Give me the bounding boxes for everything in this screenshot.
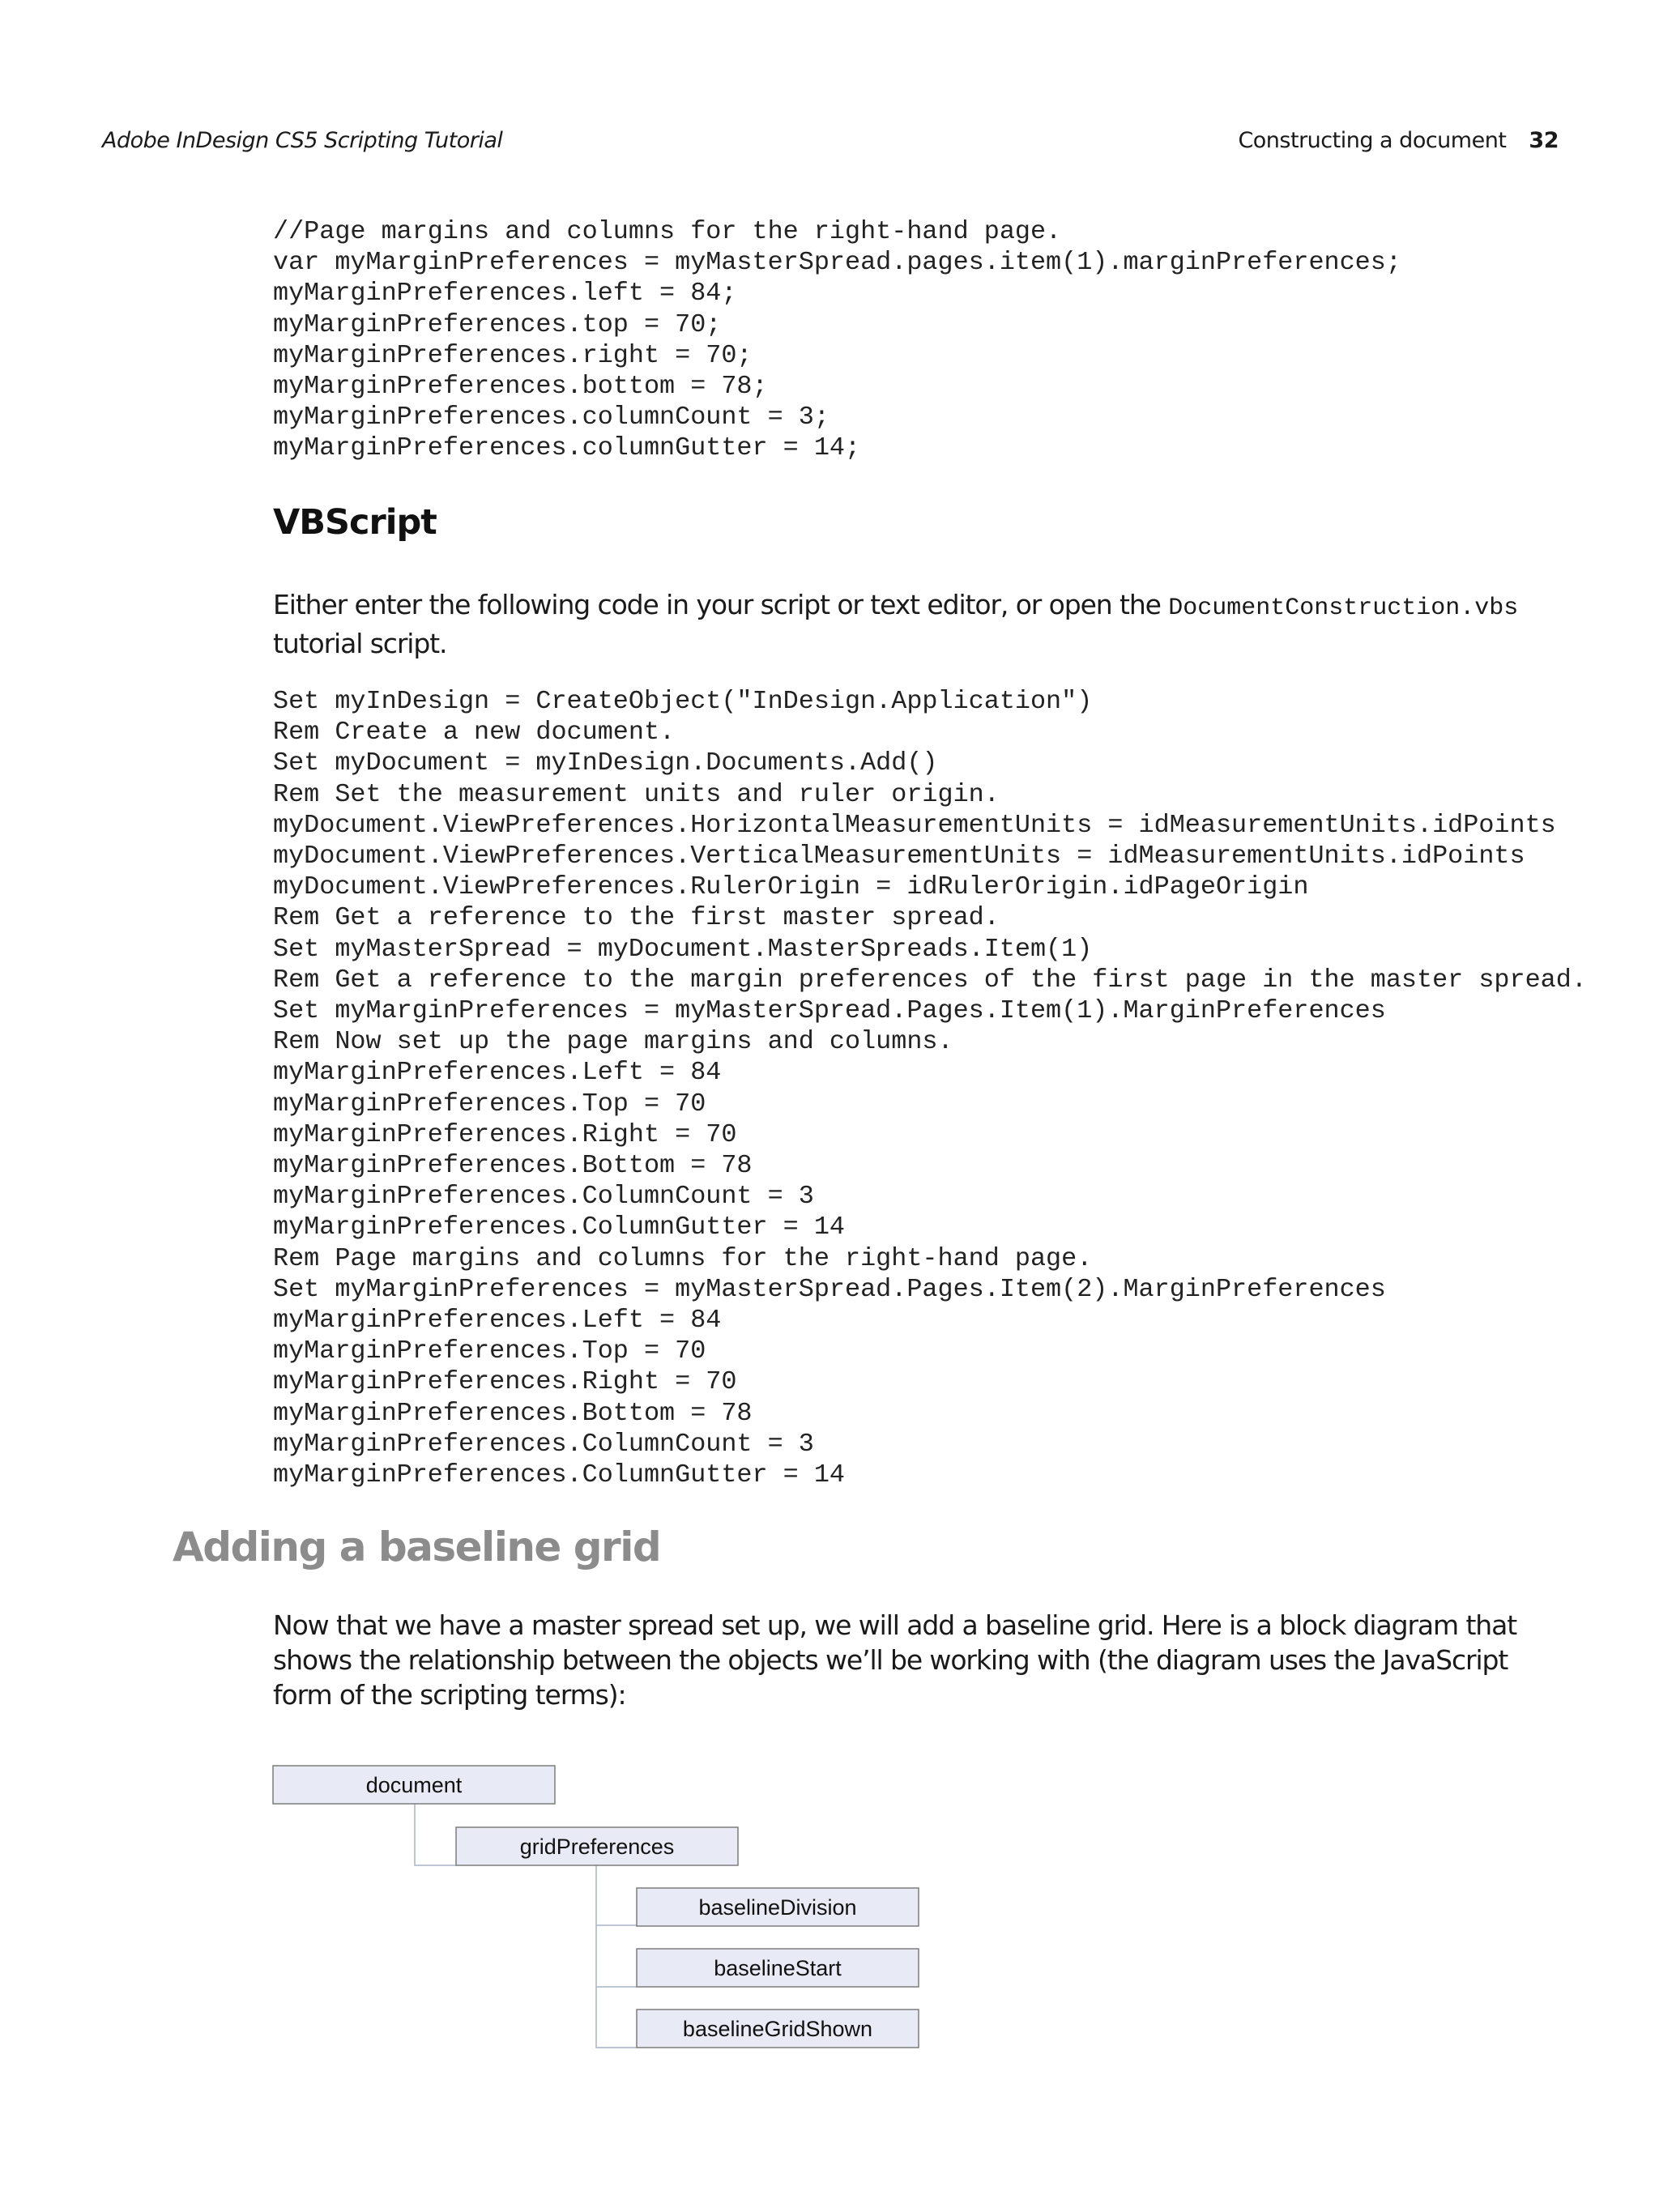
code-line: Set myMarginPreferences = myMasterSpread.Pages.Item(1).MarginPreferences (273, 996, 1386, 1026)
code-line: myDocument.ViewPreferences.HorizontalMeasurementUnits = idMeasurementUnits.idPoints (273, 810, 1556, 840)
code-line: myMarginPreferences.right = 70; (273, 340, 753, 370)
node-baseline-start (637, 1949, 919, 1987)
node-baseline-division-label: baselineDivision (698, 1895, 857, 1920)
code-line: Rem Page margins and columns for the right-hand page. (273, 1243, 1093, 1273)
node-baseline-division (637, 1888, 919, 1926)
connector-document-gridpreferences (415, 1804, 456, 1865)
code-line: myMarginPreferences.Left = 84 (273, 1058, 722, 1088)
code-line: //Page margins and columns for the right-hand page. (273, 217, 1062, 246)
section-name: Constructing a document (1238, 128, 1507, 153)
node-baseline-grid-shown (637, 2010, 919, 2048)
node-baseline-grid-shown-label: baselineGridShown (682, 2017, 873, 2041)
code-line: Set myMarginPreferences = myMasterSpread.Pages.Item(2).MarginPreferences (273, 1274, 1386, 1304)
code-line: myMarginPreferences.Bottom = 78 (273, 1151, 753, 1181)
baseline-grid-heading: Adding a baseline grid (173, 1524, 661, 1571)
code-line: myMarginPreferences.bottom = 78; (273, 372, 768, 402)
code-line: myMarginPreferences.Right = 70 (273, 1119, 737, 1149)
code-line: myMarginPreferences.ColumnGutter = 14 (273, 1213, 846, 1242)
code-line: myMarginPreferences.Right = 70 (273, 1367, 737, 1397)
code-line: myMarginPreferences.Top = 70 (273, 1336, 706, 1366)
node-grid-preferences-label: gridPreferences (519, 1835, 675, 1859)
node-baseline-start-label: baselineStart (714, 1956, 842, 1980)
code-line: Rem Get a reference to the first master spread. (273, 903, 1000, 933)
code-line: myMarginPreferences.columnCount = 3; (273, 403, 830, 433)
code-line: myMarginPreferences.Left = 84 (273, 1306, 722, 1336)
baseline-grid-paragraph: Now that we have a master spread set up, we will add a baseline grid. Here is a block diagram that shows the relationship between the objects we’ll be working with (the diagram uses the JavaScript form of the scripting terms): (273, 1609, 1517, 1711)
running-header-title: Adobe InDesign CS5 Scripting Tutorial (102, 128, 503, 153)
node-grid-preferences (456, 1827, 738, 1865)
code-line: myMarginPreferences.Bottom = 78 (273, 1398, 753, 1428)
code-line: myMarginPreferences.Top = 70 (273, 1089, 706, 1119)
code-line: Set myInDesign = CreateObject("InDesign.Application") (273, 687, 1093, 716)
node-document-label: document (365, 1773, 463, 1797)
code-line: myDocument.ViewPreferences.RulerOrigin = idRulerOrigin.idPageOrigin (273, 872, 1309, 902)
code-line: myDocument.ViewPreferences.VerticalMeasurementUnits = idMeasurementUnits.idPoints (273, 842, 1525, 872)
code-line: myMarginPreferences.left = 84; (273, 279, 737, 309)
intro-text-before: Either enter the following code in your script or text editor, or open the (273, 589, 1169, 620)
code-line: myMarginPreferences.columnGutter = 14; (273, 433, 861, 463)
code-line: Rem Now set up the page margins and columns. (273, 1027, 953, 1057)
code-line: Set myDocument = myInDesign.Documents.Add() (273, 748, 938, 778)
intro-text-after: tutorial script. (273, 628, 447, 659)
code-line: myMarginPreferences.ColumnCount = 3 (273, 1182, 814, 1212)
vbscript-heading: VBScript (273, 502, 437, 543)
code-line: var myMarginPreferences = myMasterSpread.pages.item(1).marginPreferences; (273, 248, 1401, 278)
code-line: Rem Create a new document. (273, 718, 676, 748)
page-number: 32 (1529, 128, 1559, 153)
code-line: myMarginPreferences.ColumnGutter = 14 (273, 1460, 846, 1490)
intro-filename: DocumentConstruction.vbs (1168, 595, 1519, 622)
code-line: Rem Set the measurement units and ruler origin. (273, 779, 1000, 809)
code-line: Rem Get a reference to the margin preferences of the first page in the master spread. (273, 965, 1587, 995)
code-line: myMarginPreferences.top = 70; (273, 309, 722, 339)
node-document (273, 1766, 555, 1804)
code-line: myMarginPreferences.ColumnCount = 3 (273, 1429, 814, 1459)
code-line: Set myMasterSpread = myDocument.MasterSpreads.Item(1) (273, 934, 1093, 964)
connector-gridpreferences-trunk (596, 1865, 637, 2048)
